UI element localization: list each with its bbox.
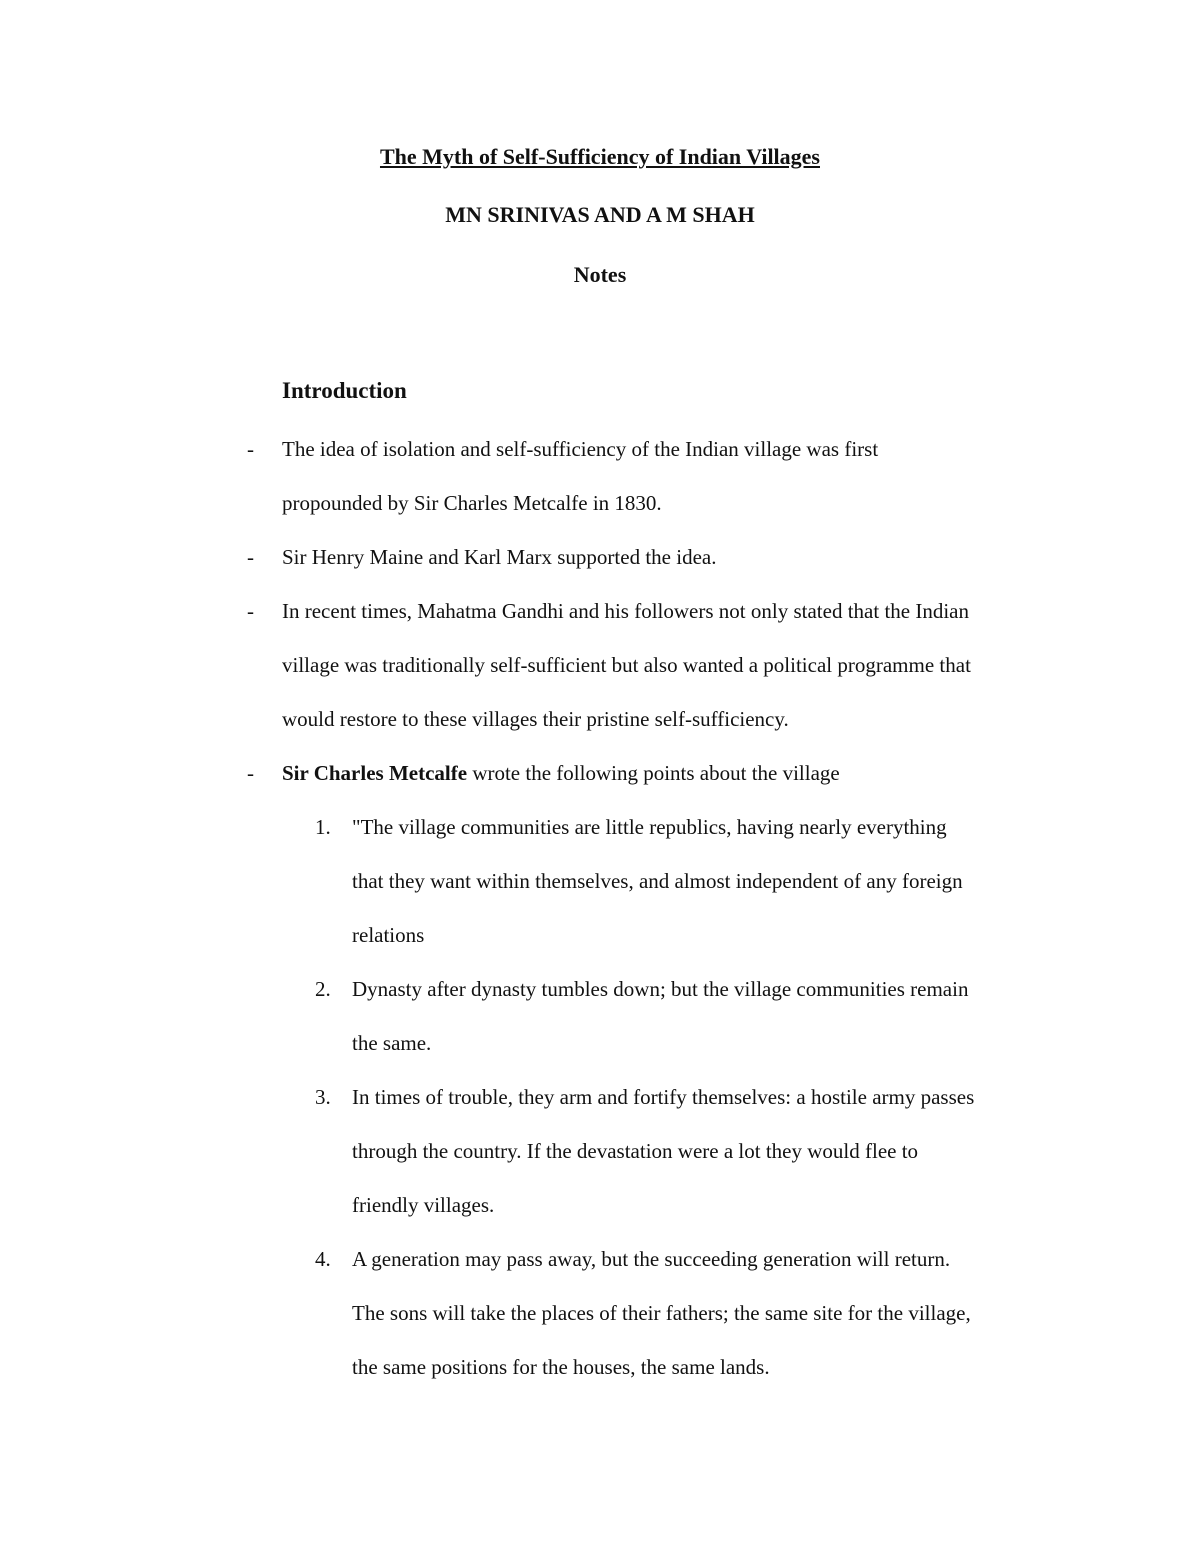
numbered-line: In times of trouble, they arm and fortify themselves: a hostile army passes — [352, 1085, 975, 1109]
numbered-item — [352, 962, 1072, 1070]
bullet-line: village was traditionally self-sufficient but also wanted a political programme that — [282, 653, 971, 677]
item-number: 1. — [315, 815, 331, 839]
document-title: The Myth of Self-Sufficiency of Indian Villages — [379, 144, 820, 169]
numbered-line: Dynasty after dynasty tumbles down; but the village communities remain — [352, 977, 969, 1001]
bullet-line: Sir Henry Maine and Karl Marx supported the idea. — [282, 545, 717, 569]
bullet-marker: - — [247, 545, 254, 569]
bullet-line: The idea of isolation and self-sufficiency of the Indian village was first — [282, 437, 879, 461]
bold-lead: Sir Charles Metcalfe — [282, 761, 468, 785]
numbered-item — [352, 1070, 1072, 1232]
numbered-line: that they want within themselves, and almost independent of any foreign — [352, 869, 963, 893]
numbered-line: through the country. If the devastation were a lot they would flee to — [352, 1139, 919, 1163]
section-heading-introduction: Introduction — [282, 378, 407, 403]
item-number: 3. — [315, 1085, 331, 1109]
numbered-line: relations — [352, 923, 425, 947]
numbered-item — [352, 1232, 1072, 1394]
item-number: 2. — [315, 977, 331, 1001]
bullet-marker: - — [247, 599, 254, 623]
numbered-line: the same. — [352, 1031, 432, 1055]
bullet-line — [282, 746, 1072, 800]
bullet-item — [282, 746, 1072, 800]
notes-label: Notes — [573, 262, 627, 287]
bullet-marker: - — [247, 437, 254, 461]
numbered-line: friendly villages. — [352, 1193, 495, 1217]
numbered-line: The sons will take the places of their fathers; the same site for the village, — [352, 1301, 971, 1325]
numbered-item — [352, 800, 1072, 962]
numbered-line: "The village communities are little republics, having nearly everything — [352, 815, 947, 839]
numbered-line: A generation may pass away, but the succeeding generation will return. — [352, 1247, 951, 1271]
bullet-line: In recent times, Mahatma Gandhi and his followers not only stated that the Indian — [282, 599, 969, 623]
numbered-line: the same positions for the houses, the same lands. — [352, 1355, 770, 1379]
item-number: 4. — [315, 1247, 331, 1271]
bullet-line: propounded by Sir Charles Metcalfe in 1830. — [282, 491, 662, 515]
bullet-item — [282, 584, 1072, 746]
bullet-line-rest: wrote the following points about the village — [467, 761, 840, 785]
document-authors: MN SRINIVAS AND A M SHAH — [445, 202, 755, 227]
bullet-line: would restore to these villages their pristine self-sufficiency. — [282, 707, 789, 731]
bullet-marker: - — [247, 761, 254, 785]
bullet-item — [282, 530, 1072, 584]
bullet-item — [282, 422, 1072, 530]
